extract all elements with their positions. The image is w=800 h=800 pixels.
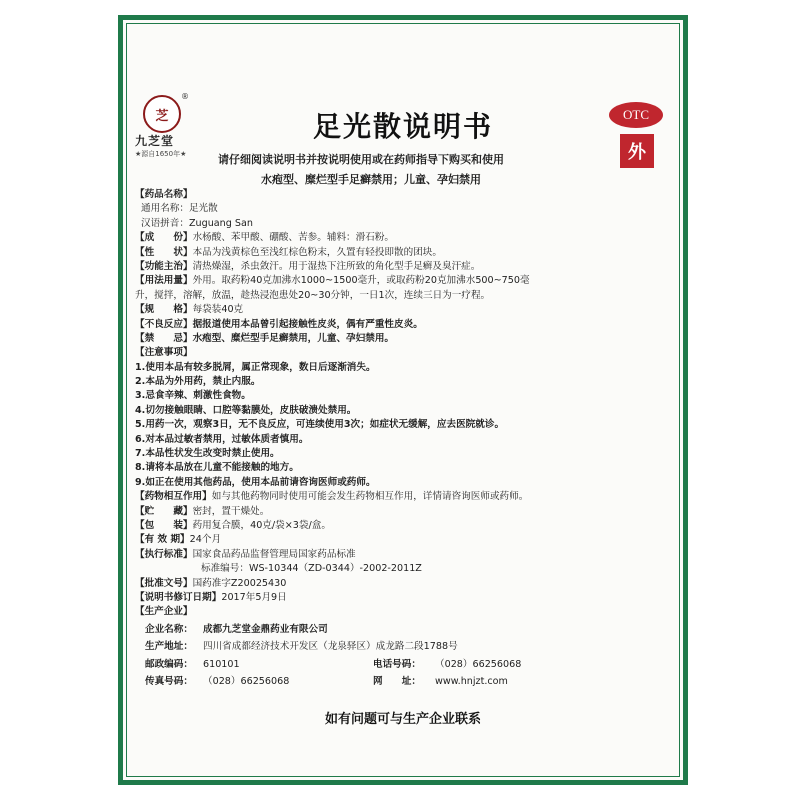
indications-text: 清热燥湿，杀虫敛汗。用于湿热下注所致的角化型手足癣及臭汗症。 <box>192 260 481 272</box>
storage-label: 【贮 藏】 <box>135 505 193 517</box>
footer-contact-note: 如有问题可与生产企业联系 <box>324 712 481 727</box>
note-item: 2.本品为外用药，禁止内服。 <box>135 376 261 388</box>
brand-name: 九芝堂 <box>135 134 175 148</box>
zip-text: 610101 <box>203 658 240 670</box>
contra-text: 水疱型、糜烂型手足癣禁用，儿童、孕妇禁用。 <box>192 332 395 344</box>
usage-text-1: 外用。取药粉40克加沸水1000~1500毫升，或取药粉20克加沸水500~750毫 <box>192 275 530 287</box>
spec-label: 【规 格】 <box>135 304 193 316</box>
manufacturer-heading: 【生产企业】 <box>135 606 193 618</box>
standard-text-2: 标准编号：WS-10344（ZD-0344）-2002-2011Z <box>201 563 422 575</box>
registered-mark: ® <box>181 92 189 101</box>
note-item: 5.用药一次，观察3日，无不良反应，可连续使用3次；如症状无缓解，应去医院就诊。 <box>135 419 505 431</box>
standard-text-1: 国家食品药品监督管理局国家药品标准 <box>192 548 356 560</box>
leaflet-frame <box>118 15 688 785</box>
note-item: 4.切勿接触眼睛、口腔等黏膜处，皮肤破溃处禁用。 <box>135 404 357 416</box>
package-label: 【包 装】 <box>135 519 193 531</box>
pinyin-name: 汉语拼音：Zuguang San <box>141 217 253 229</box>
website-link: www.hnjzt.com <box>435 675 508 687</box>
note-item: 8.请将本品放在儿童不能接触的地方。 <box>135 462 299 474</box>
zip-label: 邮政编码： <box>145 658 193 670</box>
usage-label: 【用法用量】 <box>135 275 193 287</box>
validity-label: 【有 效 期】 <box>135 534 190 546</box>
ingredients-text: 水杨酸、苯甲酸、硼酸、苦参。辅料：滑石粉。 <box>192 232 395 244</box>
properties-label: 【性 状】 <box>135 246 193 258</box>
interaction-label: 【药物相互作用】 <box>135 491 212 503</box>
address-label: 生产地址： <box>145 641 193 653</box>
adverse-text: 据报道使用本品曾引起接触性皮炎，偶有严重性皮炎。 <box>192 318 423 330</box>
company-label: 企业名称： <box>145 623 193 635</box>
indications-label: 【功能主治】 <box>135 260 193 272</box>
drug-name-heading: 【药品名称】 <box>135 189 193 200</box>
validity-text: 24个月 <box>189 534 222 546</box>
contra-label: 【禁 忌】 <box>135 332 193 344</box>
note-item: 6.对本品过敏者禁用，过敏体质者慎用。 <box>135 433 309 445</box>
subtitle-warning: 水疱型、糜烂型手足癣禁用；儿童、孕妇禁用 <box>261 173 481 186</box>
storage-text: 密封，置干燥处。 <box>192 505 270 517</box>
note-item: 7.本品性状发生改变时禁止使用。 <box>135 448 280 460</box>
revision-text: 2017年5月9日 <box>221 591 287 603</box>
adverse-label: 【不良反应】 <box>135 318 193 330</box>
properties-text: 本品为浅黄棕色至浅红棕色粉末，久置有轻投即散的团块。 <box>192 246 442 258</box>
logo-char: 芝 <box>155 108 169 124</box>
web-label: 网 址： <box>373 675 421 687</box>
leaflet-body <box>135 188 665 689</box>
phone-text: （028）66256068 <box>435 658 522 670</box>
subtitle-instruction: 请仔细阅读说明书并按说明使用或在药师指导下购买和使用 <box>218 153 504 166</box>
interaction-text: 如与其他药物同时使用可能会发生药物相互作用，详情请咨询医师或药师。 <box>211 491 529 503</box>
generic-name: 通用名称：足光散 <box>141 203 218 215</box>
note-item: 3.忌食辛辣、刺激性食物。 <box>135 390 251 402</box>
ingredients-label: 【成 份】 <box>135 232 193 244</box>
page-title: 足光散说明书 <box>312 110 493 143</box>
revision-label: 【说明书修订日期】 <box>135 591 222 603</box>
phone-label: 电话号码： <box>373 658 421 670</box>
standard-label: 【执行标准】 <box>135 548 193 560</box>
address-text: 四川省成都经济技术开发区（龙泉驿区）成龙路二段1788号 <box>203 641 458 653</box>
notes-heading: 【注意事项】 <box>135 347 193 359</box>
note-item: 1.使用本品有较多脱屑，属正常现象，数日后逐渐消失。 <box>135 361 376 373</box>
usage-text-2: 升，搅拌，溶解，放温，趁热浸泡患处20~30分钟，一日1次，连续三日为一疗程。 <box>135 289 491 301</box>
approval-text: 国药准字Z20025430 <box>192 577 287 589</box>
approval-label: 【批准文号】 <box>135 577 193 589</box>
company-name: 成都九芝堂金鼎药业有限公司 <box>203 623 328 635</box>
package-text: 药用复合膜，40克/袋×3袋/盒。 <box>192 519 331 531</box>
spec-text: 每袋装40克 <box>192 304 244 316</box>
brand-since: ★源自1650年★ <box>135 150 187 158</box>
note-item: 9.如正在使用其他药品，使用本品前请咨询医师或药师。 <box>135 476 376 488</box>
fax-label: 传真号码： <box>145 675 193 687</box>
fax-text: （028）66256068 <box>203 675 290 687</box>
otc-badge: OTC <box>609 102 663 128</box>
external-use-badge: 外 <box>620 134 654 168</box>
